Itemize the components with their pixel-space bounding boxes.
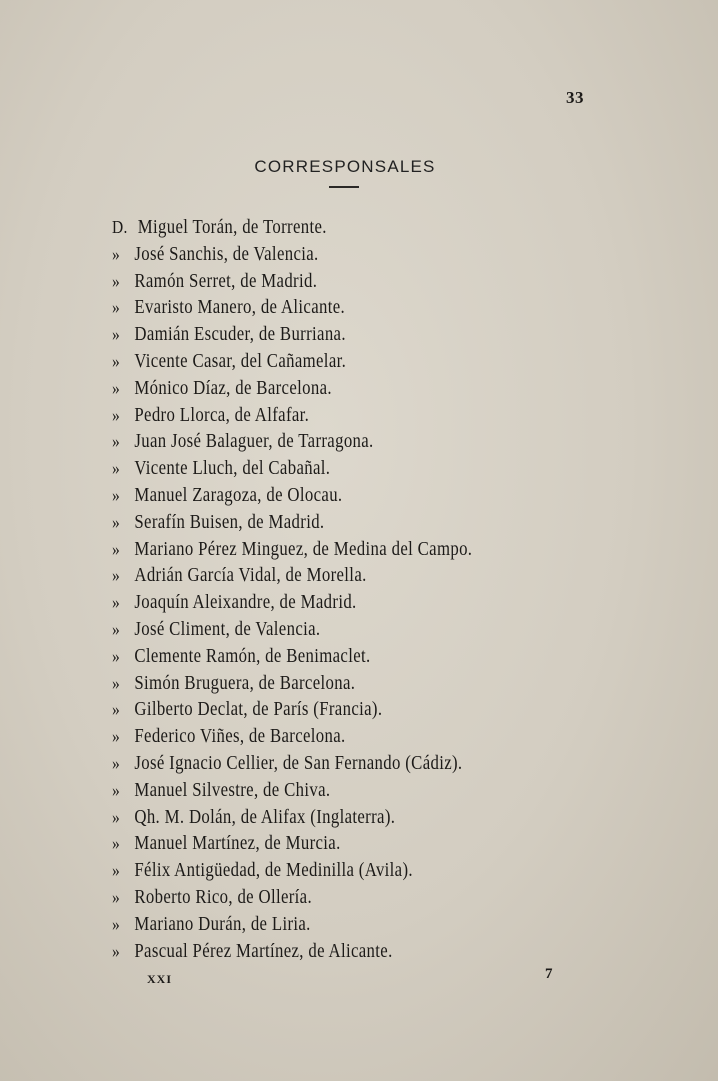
page-title: CORRESPONSALES <box>254 157 436 176</box>
title-rule <box>329 186 359 188</box>
entry-text: Juan José Balaguer, de Tarragona. <box>134 431 374 453</box>
entry-marker: » <box>112 618 121 639</box>
entry-marker: » <box>112 511 121 532</box>
entry-text: Mónico Díaz, de Barcelona. <box>134 377 332 399</box>
correspondents-list <box>112 214 692 964</box>
list-item <box>112 616 611 643</box>
entry-text: Vicente Casar, del Cañamelar. <box>134 350 347 372</box>
entry-marker: » <box>112 833 121 854</box>
entry-marker: » <box>112 672 121 693</box>
list-item <box>112 938 611 965</box>
list-item <box>112 884 611 911</box>
list-item <box>112 321 611 348</box>
list-item <box>112 750 611 777</box>
entry-marker: » <box>112 243 121 264</box>
list-item <box>112 696 611 723</box>
entry-marker: » <box>112 431 121 452</box>
entry-marker: » <box>112 270 121 291</box>
entry-marker: » <box>112 484 121 505</box>
list-item <box>112 723 611 750</box>
entry-text: Manuel Martínez, de Murcia. <box>134 833 341 855</box>
entry-marker: » <box>112 645 121 666</box>
entry-text: Manuel Zaragoza, de Olocau. <box>134 484 343 506</box>
entry-text: José Climent, de Valencia. <box>134 618 321 640</box>
entry-marker: » <box>112 699 121 720</box>
list-item <box>112 804 611 831</box>
list-item <box>112 589 611 616</box>
entry-text: Mariano Durán, de Liria. <box>134 913 311 935</box>
list-item <box>112 241 611 268</box>
list-item <box>112 536 611 563</box>
entry-text: José Sanchis, de Valencia. <box>134 243 319 265</box>
entry-marker: » <box>112 886 121 907</box>
list-item <box>112 428 611 455</box>
entry-text: Félix Antigüedad, de Medinilla (Avila). <box>134 860 413 882</box>
entry-text: Joaquín Aleixandre, de Madrid. <box>134 592 357 614</box>
list-item <box>112 375 611 402</box>
entry-text: Serafín Buisen, de Madrid. <box>134 511 325 533</box>
entry-text: Mariano Pérez Minguez, de Medina del Campo. <box>134 538 473 560</box>
list-item <box>112 562 611 589</box>
entry-marker: » <box>112 752 121 773</box>
entry-text: Miguel Torán, de Torrente. <box>137 217 327 238</box>
entry-text: Clemente Ramón, de Benimaclet. <box>134 645 371 667</box>
entry-text: Gilberto Declat, de París (Francia). <box>134 699 383 721</box>
signature-mark: XXI <box>147 972 173 986</box>
entry-marker: » <box>112 806 121 827</box>
entry-marker: » <box>112 565 121 586</box>
entry-marker: » <box>112 377 121 398</box>
entry-text: Damián Escuder, de Burriana. <box>134 324 346 346</box>
list-item <box>112 670 611 697</box>
entry-text: Pedro Llorca, de Alfafar. <box>134 404 310 426</box>
entry-text: Pascual Pérez Martínez, de Alicante. <box>134 940 393 962</box>
page-number: 33 <box>566 88 584 107</box>
entry-marker: » <box>112 350 121 371</box>
list-item <box>112 857 611 884</box>
entry-marker: » <box>112 940 121 961</box>
entry-text: Qh. M. Dolán, de Alifax (Inglaterra). <box>134 806 396 828</box>
signature-number: 7 <box>545 966 553 982</box>
list-item <box>112 643 611 670</box>
list-item <box>112 348 611 375</box>
entry-text: Roberto Rico, de Ollería. <box>134 886 313 908</box>
list-item <box>112 294 611 321</box>
list-item <box>112 402 611 429</box>
entry-marker: » <box>112 404 121 425</box>
entry-marker: » <box>112 297 121 318</box>
entry-text: Vicente Lluch, del Cabañal. <box>134 458 331 480</box>
entry-text: Federico Viñes, de Barcelona. <box>134 726 346 748</box>
entry-text: José Ignacio Cellier, de San Fernando (Cádiz). <box>134 752 463 774</box>
list-item <box>112 509 611 536</box>
list-item <box>112 214 611 241</box>
entry-marker: » <box>112 324 121 345</box>
entry-marker: » <box>112 592 121 613</box>
list-item <box>112 268 611 295</box>
list-item <box>112 455 611 482</box>
entry-text: Adrián García Vidal, de Morella. <box>134 565 367 587</box>
list-item <box>112 911 611 938</box>
entry-text: Manuel Silvestre, de Chiva. <box>134 779 331 801</box>
entry-marker: » <box>112 726 121 747</box>
list-item <box>112 830 611 857</box>
entry-text: Evaristo Manero, de Alicante. <box>134 297 346 319</box>
entry-marker: D. <box>112 217 128 237</box>
entry-marker: » <box>112 779 121 800</box>
list-item <box>112 777 611 804</box>
entry-marker: » <box>112 538 121 559</box>
entry-marker: » <box>112 913 121 934</box>
entry-marker: » <box>112 860 121 881</box>
entry-marker: » <box>112 458 121 479</box>
entry-text: Simón Bruguera, de Barcelona. <box>134 672 356 694</box>
entry-text: Ramón Serret, de Madrid. <box>134 270 318 292</box>
list-item <box>112 482 611 509</box>
